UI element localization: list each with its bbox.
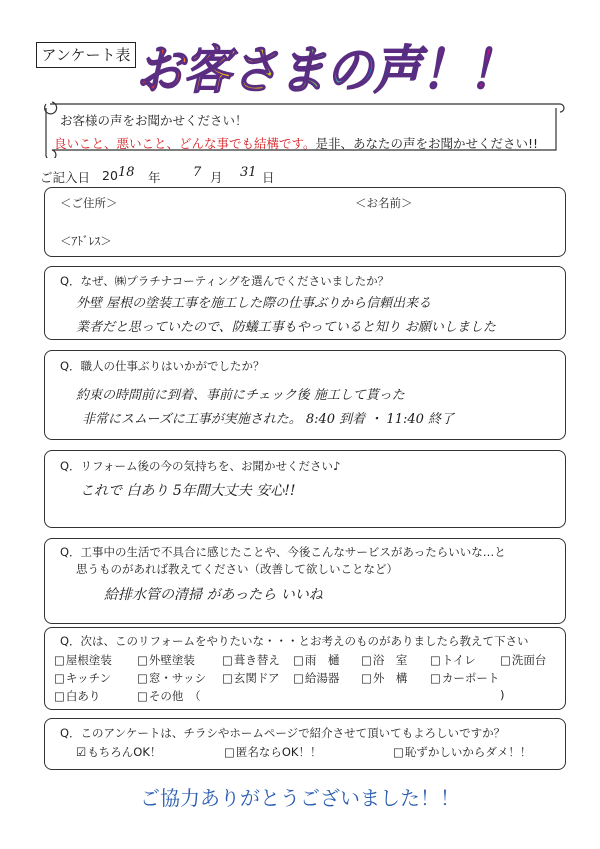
date-label: ご記入日 bbox=[40, 170, 91, 185]
q4-question-line-2: 思うものがあれば教えてください（改善して欲しいことなど） bbox=[76, 562, 398, 576]
option-ok[interactable]: ☑ もちろんOK！ bbox=[76, 744, 161, 760]
q1-question: Q．なぜ、㈱プラチナコーティングを選んでくださいましたか？ bbox=[60, 274, 390, 288]
intro-highlight: 良いこと、悪いこと、どんな事でも結構です。 bbox=[54, 136, 316, 151]
option-termite[interactable]: □ 白あり bbox=[54, 688, 100, 704]
option-other[interactable]: □ その他 （ bbox=[137, 688, 201, 704]
intro-request: 是非、あなたの声をお聞かせください!! bbox=[315, 136, 539, 151]
intro-line-1: お客様の声をお聞かせください！ bbox=[60, 113, 248, 128]
q2-answer-line-2: 非常にスムーズに工事が実施された。 8:40 到着 ・ 11:40 終了 bbox=[82, 412, 455, 427]
date-month-value: 7 bbox=[193, 165, 202, 180]
option-exterior[interactable]: □ 外 構 bbox=[361, 670, 407, 686]
q1-answer-line-1: 外壁 屋根の塗装工事を施工した際の仕事ぶりから信頼出来る bbox=[76, 296, 432, 311]
option-entrance-door[interactable]: □ 玄関ドア bbox=[222, 670, 280, 686]
q1-answer-line-2: 業者だと思っていたので、防蟻工事もやっていると知り お願いしました bbox=[76, 320, 496, 335]
option-no[interactable]: □ 恥ずかしいからダメ！！ bbox=[393, 744, 531, 760]
option-other-close-paren: ) bbox=[500, 688, 505, 702]
option-roof-painting[interactable]: □ 屋根塗装 bbox=[54, 652, 112, 668]
address-label: ＜ご住所＞ bbox=[60, 196, 118, 210]
thanks-message: ご協力ありがとうございました！！ bbox=[140, 786, 460, 810]
option-kitchen[interactable]: □ キッチン bbox=[54, 670, 111, 686]
q3-question: Q．リフォーム後の今の気持ちを、お聞かせください♪ bbox=[60, 459, 341, 473]
option-window-sash[interactable]: □ 窓・サッシ bbox=[137, 670, 206, 686]
option-gutter[interactable]: □ 雨 樋 bbox=[293, 652, 339, 668]
option-toilet[interactable]: □ トイレ bbox=[430, 652, 476, 668]
q4-answer: 給排水管の清掃 があったら いいね bbox=[104, 587, 323, 603]
option-wall-painting[interactable]: □ 外壁塗装 bbox=[137, 652, 195, 668]
q6-question: Q．このアンケートは、チラシやホームページで紹介させて頂いてもよろしいですか？ bbox=[60, 726, 506, 740]
page-title-graphic bbox=[132, 32, 532, 102]
intro-line-2 bbox=[54, 134, 538, 152]
name-label: ＜お名前＞ bbox=[355, 196, 413, 210]
date-month-unit: 月 bbox=[210, 170, 223, 185]
q3-answer: これで 白あり 5年間大丈夫 安心!! bbox=[80, 483, 296, 499]
date-year-prefix: 20 bbox=[102, 168, 118, 183]
date-year-value: 18 bbox=[118, 165, 135, 180]
q4-question-line-1: Q．工事中の生活で不具合に感じたことや、今後こんなサービスがあったらいいな…と bbox=[60, 545, 506, 559]
option-carport[interactable]: □ カーポート bbox=[430, 670, 499, 686]
survey-badge: アンケート表 bbox=[36, 42, 136, 68]
customer-info-box bbox=[44, 187, 566, 257]
option-anonymous-ok[interactable]: □ 匿名ならOK！！ bbox=[224, 744, 321, 760]
q2-question: Q．職人の仕事ぶりはいかがでしたか？ bbox=[60, 359, 265, 373]
date-day-value: 31 bbox=[240, 165, 257, 180]
option-water-heater[interactable]: □ 給湯器 bbox=[293, 670, 339, 686]
q2-answer-line-1: 約束の時間前に到着、事前にチェック後 施工して貰った bbox=[76, 388, 405, 403]
option-reroofing[interactable]: □ 葺き替え bbox=[222, 652, 280, 668]
option-washbasin[interactable]: □ 洗面台 bbox=[500, 652, 546, 668]
page-title: お客さまの声！！ bbox=[136, 41, 516, 101]
option-bathroom[interactable]: □ 浴 室 bbox=[361, 652, 407, 668]
date-day-unit: 日 bbox=[262, 170, 275, 185]
q5-question: Q．次は、このリフォームをやりたいな・・・とお考えのものがありましたら教えて下さい bbox=[60, 634, 529, 648]
date-year-unit: 年 bbox=[148, 170, 161, 185]
email-label: ＜ｱﾄﾞﾚｽ＞ bbox=[60, 234, 112, 248]
